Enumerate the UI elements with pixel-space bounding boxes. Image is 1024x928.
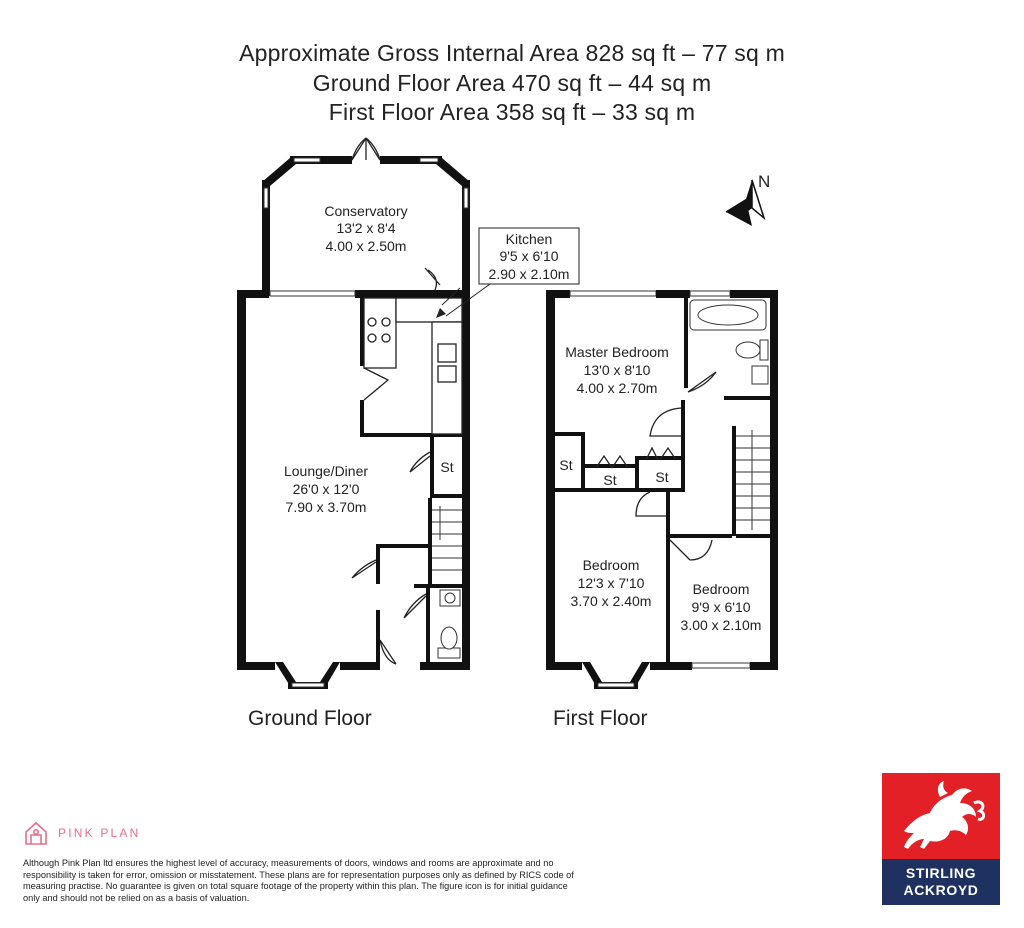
area-total: Approximate Gross Internal Area 828 sq ft – 77 sq m — [239, 40, 785, 66]
pink-plan-label: PINK PLAN — [58, 826, 141, 840]
bedroom-3-imperial: 9'9 x 6'10 — [691, 599, 751, 615]
first-floor-title: First Floor — [553, 707, 648, 730]
north-label: N — [758, 172, 771, 191]
first-store-1-label: St — [559, 457, 573, 473]
griffin-icon — [882, 773, 1000, 859]
first-store-2-label: St — [603, 472, 617, 488]
brand-line-1: STIRLING — [905, 865, 977, 881]
kitchen-metric: 2.90 x 2.10m — [488, 266, 570, 282]
conservatory-name: Conservatory — [324, 203, 408, 219]
area-ground-floor: Ground Floor Area 470 sq ft – 44 sq m — [312, 70, 712, 96]
first-store-3-label: St — [655, 469, 669, 485]
bedroom-2-imperial: 12'3 x 7'10 — [577, 575, 645, 591]
master-bedroom-name: Master Bedroom — [565, 344, 669, 360]
bedroom-2-metric: 3.70 x 2.40m — [570, 593, 652, 609]
ground-floor-title: Ground Floor — [248, 707, 372, 730]
master-bedroom-metric: 4.00 x 2.70m — [576, 380, 658, 396]
conservatory-metric: 4.00 x 2.50m — [325, 238, 407, 254]
bedroom-3-metric: 3.00 x 2.10m — [680, 617, 762, 633]
lounge-imperial: 26'0 x 12'0 — [292, 481, 360, 497]
brand-red-panel — [882, 773, 1000, 859]
ground-store-label: St — [440, 459, 454, 475]
house-icon — [26, 823, 46, 844]
lounge-name: Lounge/Diner — [283, 463, 369, 479]
conservatory-imperial: 13'2 x 8'4 — [336, 220, 396, 236]
area-first-floor: First Floor Area 358 sq ft – 33 sq m — [328, 99, 696, 125]
brand-line-2: ACKROYD — [903, 882, 979, 898]
kitchen-imperial: 9'5 x 6'10 — [499, 248, 559, 264]
master-bedroom-imperial: 13'0 x 8'10 — [583, 362, 651, 378]
brand-name-panel — [882, 859, 1000, 905]
stirling-ackroyd-logo — [882, 773, 1000, 905]
disclaimer-text: Although Pink Plan ltd ensures the highest level of accuracy, measurements of doors, windows and rooms are approximate and no responsibility is taken for error, omission or misstatement. These plans are for representation purposes only as defined by RICS code of measuring practise. No guarantee is given on total square footage of the property within this plan. The figure icon is for initial guidance only and should not be relied on as a basis of valuation. — [23, 858, 574, 903]
lounge-metric: 7.90 x 3.70m — [285, 499, 367, 515]
kitchen-name: Kitchen — [505, 231, 553, 247]
bedroom-2-name: Bedroom — [582, 557, 640, 573]
bedroom-3-name: Bedroom — [692, 581, 750, 597]
